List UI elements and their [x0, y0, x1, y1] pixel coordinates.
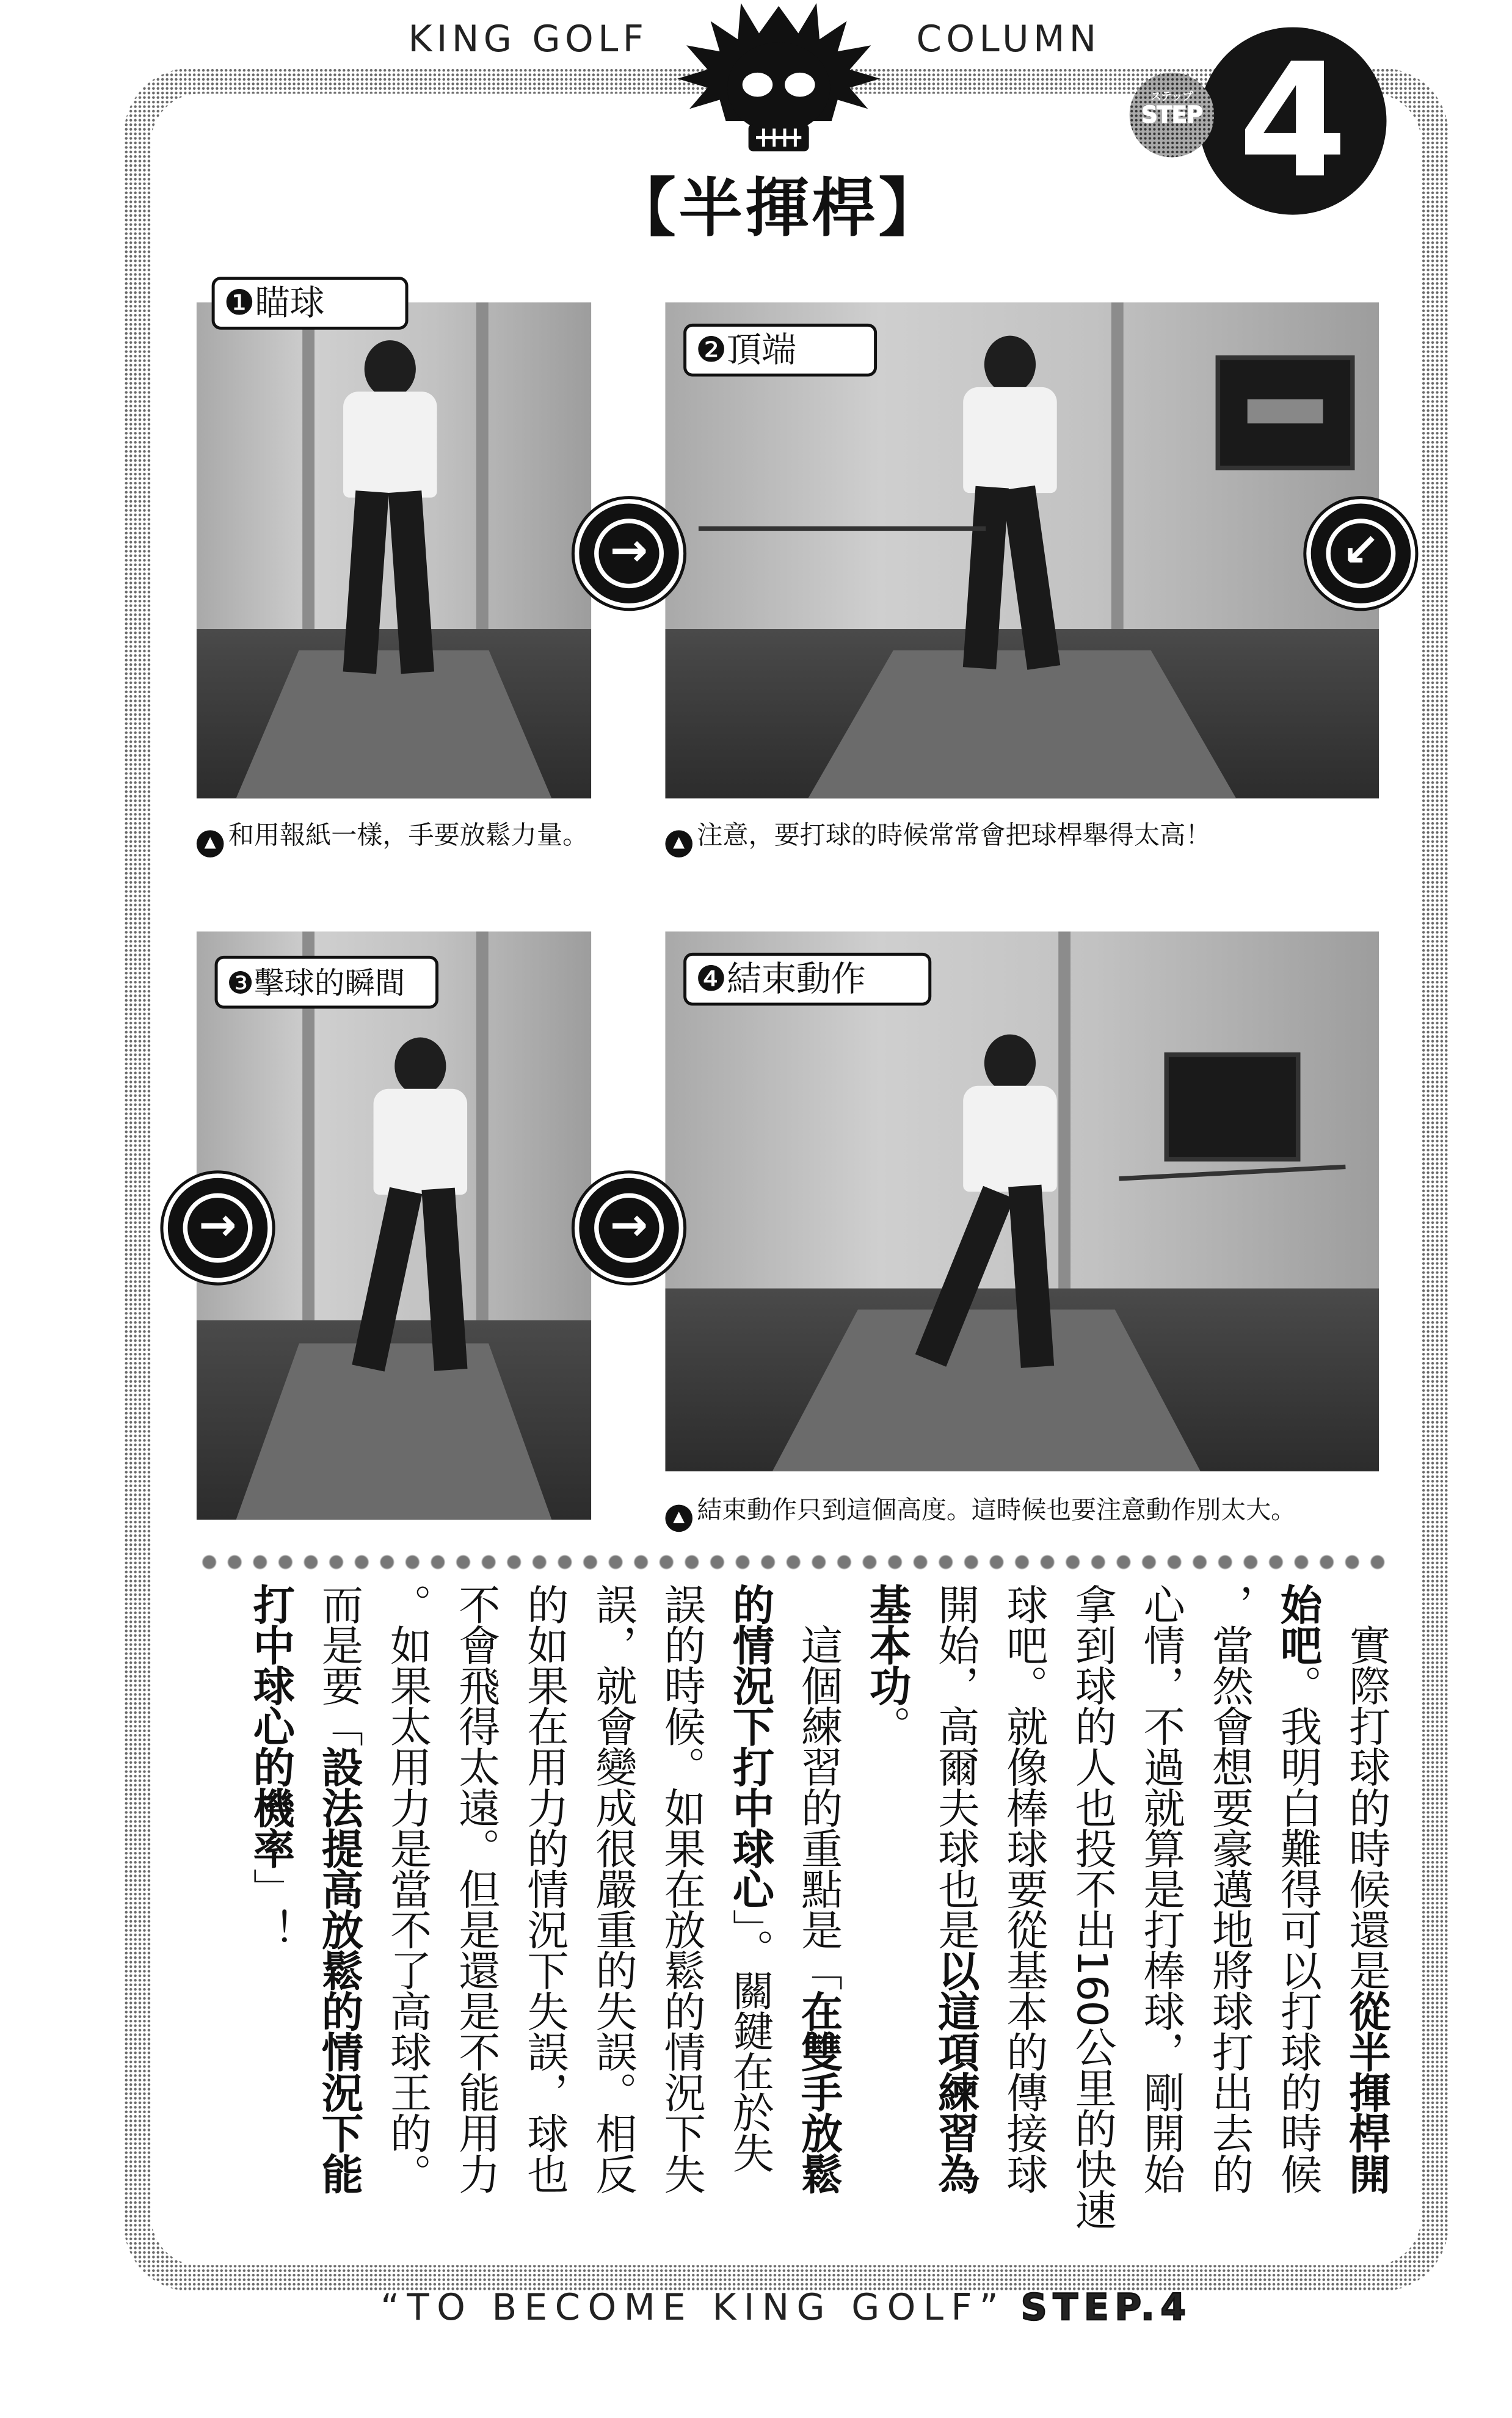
header-column: COLUMN	[916, 18, 1101, 61]
skull-logo-icon	[665, 0, 892, 163]
caption-1: ▲ 和用報紙一樣，手要放鬆力量。	[197, 817, 597, 858]
bold-text: 設法提高放鬆的情況下能	[313, 1746, 363, 2194]
text-segment: 心情，不過就算是打棒球，剛開始	[1135, 1583, 1184, 2194]
bold-text: 的情況下打中球心	[724, 1583, 774, 1909]
panel-label-3: ❸擊球的瞬間	[215, 956, 438, 1009]
text-column	[645, 1583, 714, 2211]
text-column	[1125, 1583, 1193, 2211]
bold-text: 始吧	[1273, 1583, 1321, 1665]
arrow-down-left-icon: ↙	[1306, 499, 1415, 608]
photo-finish	[665, 931, 1379, 1471]
header-king-golf: KING GOLF	[408, 18, 649, 61]
bold-text: 基本功	[862, 1583, 910, 1706]
text-segment: 這個練習的重點是「	[793, 1583, 842, 1990]
footer-quote: “TO BECOME KING GOLF”	[380, 2286, 1006, 2329]
footer-step: STEP.4	[1020, 2286, 1192, 2329]
text-segment: 」！	[245, 1868, 294, 1950]
panel-label-2: ❷頂端	[683, 324, 877, 377]
text-segment: 。我明白難得可以打球的時候	[1273, 1664, 1321, 2194]
caption-triangle-icon: ▲	[665, 830, 692, 858]
text-segment: 拿到球的人也投不出160公里的快速	[1067, 1583, 1116, 2230]
caption-2: ▲ 注意，要打球的時候常常會把球桿舉得太高！	[665, 817, 1390, 858]
text-segment: 。如果太用力是當不了高球王的。	[382, 1583, 431, 2194]
photo-address	[197, 302, 591, 798]
text-segment: 誤的時候。如果在放鬆的情況下失	[656, 1583, 705, 2194]
arrow-right-icon: →	[163, 1173, 272, 1282]
step-number-badge: 4	[1199, 27, 1386, 215]
article-body	[219, 1583, 1398, 2230]
text-segment: 。	[862, 1705, 910, 1746]
text-column	[1056, 1583, 1125, 2230]
footer	[0, 2287, 1512, 2329]
text-column	[1262, 1583, 1330, 2211]
dotted-divider	[197, 1551, 1391, 1573]
text-segment: 球吧。就像棒球要從基本的傳接球	[998, 1583, 1047, 2194]
panel-label-1: ❶瞄球	[212, 277, 409, 330]
text-segment: 的如果在用力的情況下失誤，球也	[519, 1583, 568, 2194]
step-small-label: ステップ	[1150, 90, 1193, 103]
text-segment: 不會飛得太遠。但是還是不能用力	[451, 1583, 500, 2194]
step-label: STEP	[1141, 101, 1202, 129]
text-segment: ，當然會想要豪邁地將球打出去的	[1204, 1583, 1253, 2194]
bold-text: 打中球心的機率	[245, 1583, 294, 1868]
text-column	[371, 1583, 440, 2211]
text-column	[851, 1583, 919, 2211]
bold-text: 在雙手放鬆	[793, 1990, 842, 2194]
text-segment: 誤，就會變成很嚴重的失誤。相反	[587, 1583, 636, 2194]
bold-text: 以這項練習為	[930, 1949, 979, 2194]
text-column	[714, 1583, 782, 2211]
text-column	[1193, 1583, 1262, 2211]
panel-label-4: ❹結束動作	[683, 953, 931, 1006]
bold-text: 從半揮桿開	[1341, 1990, 1390, 2194]
text-segment: 而是要「	[313, 1583, 363, 1746]
arrow-right-icon: →	[575, 1173, 683, 1282]
text-segment: 開始，高爾夫球也是	[930, 1583, 979, 1950]
text-column	[303, 1583, 371, 2211]
text-column	[440, 1583, 508, 2211]
caption-triangle-icon: ▲	[665, 1505, 692, 1532]
text-column	[234, 1583, 303, 2211]
text-column	[576, 1583, 645, 2211]
step-label-badge	[1130, 73, 1215, 158]
text-column	[782, 1583, 851, 2211]
text-segment: 」。關鍵在於失	[724, 1909, 774, 2173]
caption-triangle-icon: ▲	[197, 830, 224, 858]
text-column	[919, 1583, 987, 2211]
wall-picture	[1216, 355, 1355, 470]
caption-4: ▲ 結束動作只到這個高度。這時候也要注意動作別太大。	[665, 1491, 1421, 1532]
text-column	[508, 1583, 576, 2211]
text-segment: 實際打球的時候還是	[1341, 1583, 1390, 1990]
page-title: 【半揮桿】	[612, 170, 945, 246]
text-column	[987, 1583, 1056, 2211]
text-column	[1330, 1583, 1398, 2211]
arrow-right-icon: →	[575, 499, 683, 608]
